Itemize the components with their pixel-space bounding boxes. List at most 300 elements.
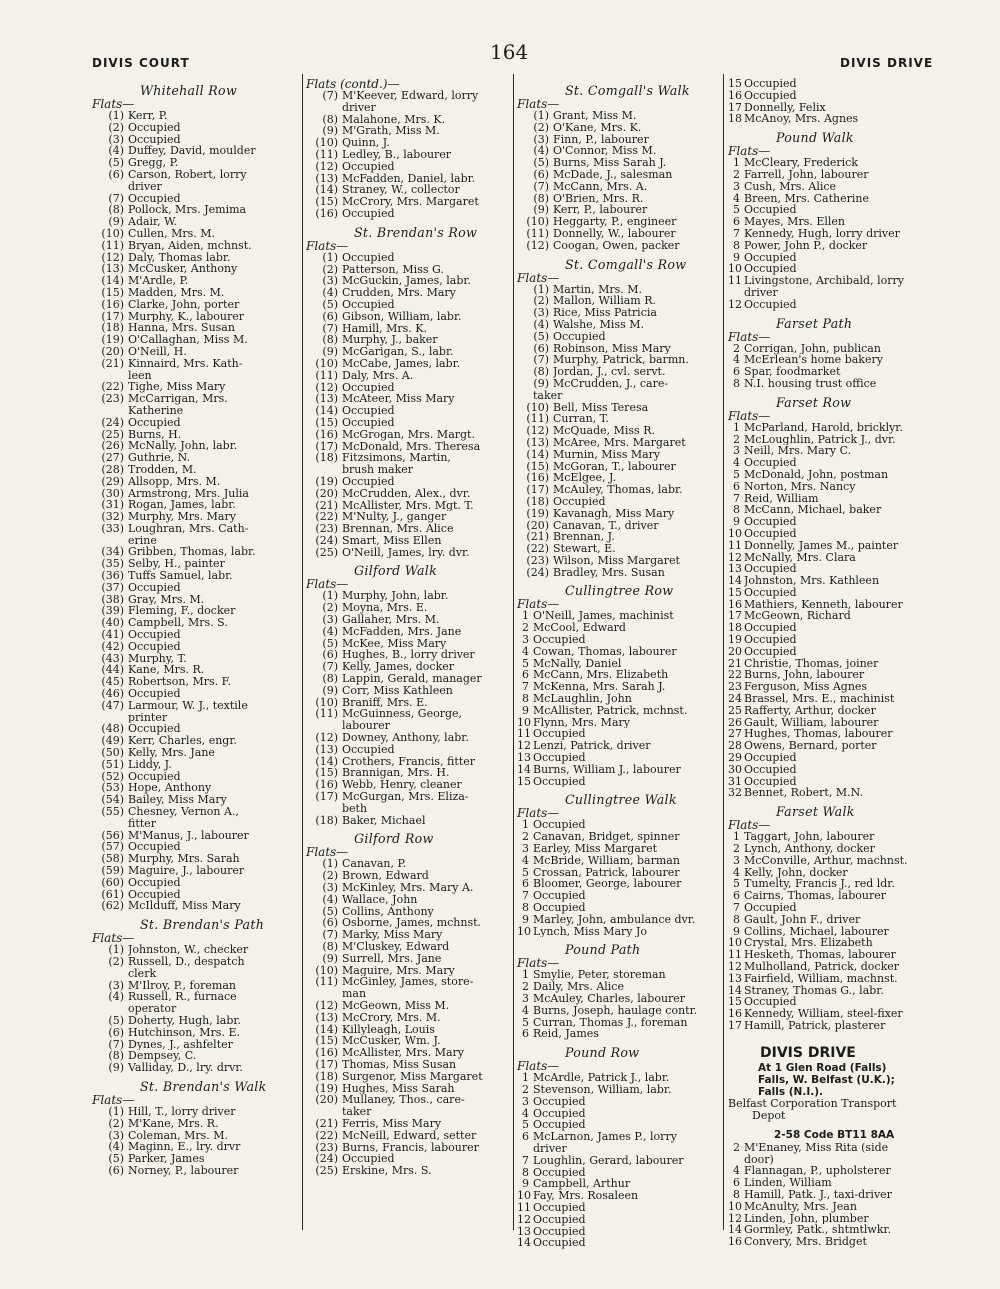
entry-text: Rogan, James, labr. (128, 499, 236, 512)
directory-entry (306, 941, 514, 953)
directory-entry (728, 540, 948, 552)
entry-number: (5) (533, 157, 549, 169)
entry-text: Occupied (744, 251, 797, 264)
entry-text: McCabe, James, labr. (342, 357, 461, 370)
entry-text: Surgenor, Miss Margaret (342, 1070, 483, 1083)
entry-number: (17) (101, 310, 124, 323)
entry-number: 8 (733, 504, 740, 517)
entry-text: Bradley, Mrs. Susan (553, 566, 665, 579)
directory-entry (306, 767, 514, 779)
entry-text: Occupied (342, 416, 395, 429)
directory-entry (517, 740, 724, 752)
entry-number: (3) (322, 614, 338, 626)
entry-text: Finn, P., labourer (553, 133, 649, 146)
flats-subheading: Flats— (92, 97, 135, 111)
directory-entry (92, 605, 300, 617)
entry-number: 6 (733, 366, 740, 378)
directory-entry (517, 354, 724, 366)
entry-number: (16) (101, 298, 124, 311)
entry-text: M'Ilroy, P., foreman (128, 979, 236, 992)
entry-text: Tumelty, Francis J., red ldr. (744, 878, 895, 891)
entry-text: Malahone, Mrs. K. (342, 113, 446, 126)
entry-number: (24) (101, 416, 124, 429)
entry-text: Occupied (744, 263, 797, 276)
entry-text: Burns, William J., labourer (533, 763, 681, 776)
entry-text: Hamill, Mrs. K. (342, 322, 428, 335)
directory-entry (306, 1059, 514, 1071)
entry-number: (52) (101, 770, 124, 783)
entry-text: Occupied (744, 563, 797, 576)
entry-number: (16) (526, 472, 549, 485)
directory-entry (92, 900, 300, 912)
entry-number: 23 (728, 681, 742, 694)
entry-number: (15) (315, 767, 338, 780)
entry-number: 24 (728, 693, 742, 705)
entry-number: (6) (108, 168, 124, 181)
entry-number: (27) (101, 452, 124, 464)
entry-text: M'Keever, Edward, lorry (342, 90, 479, 102)
entry-number: (32) (101, 511, 124, 523)
entry-text: operator (128, 1003, 177, 1015)
directory-entry (517, 1143, 724, 1155)
flats-subheading: Flats (contd.)— (306, 77, 400, 91)
entry-text: Katherine (128, 404, 184, 417)
directory-entry (517, 543, 724, 555)
entry-text: Occupied (744, 586, 797, 599)
directory-entry (517, 413, 724, 425)
directory-section (728, 805, 948, 1032)
entry-text: Rice, Miss Patricia (553, 307, 657, 319)
entry-number: (5) (108, 157, 124, 169)
directory-entry (92, 582, 300, 594)
entry-text: Gormley, Patk., shtmtlwkr. (744, 1224, 892, 1237)
entry-text: McAnoy, Mrs. Agnes (744, 113, 859, 126)
entry-number: (9) (533, 204, 549, 217)
entry-text: Moyna, Mrs. E. (342, 602, 428, 615)
entry-number: (5) (108, 1014, 124, 1027)
directory-entry (728, 1236, 948, 1248)
entry-text: Wallace, John (342, 893, 418, 906)
flats-subheading: Flats— (306, 238, 349, 253)
entry-text: Murphy, Mrs. Mary (128, 511, 236, 523)
directory-entry (92, 794, 300, 806)
directory-entry (306, 590, 514, 602)
section-title: Cullingtree Walk (565, 792, 677, 808)
entry-number: 5 (522, 866, 529, 879)
directory-section (306, 832, 514, 1177)
entry-text: Occupied (342, 381, 395, 394)
entry-text: Hughes, Thomas, labourer (744, 728, 893, 741)
directory-entry (517, 1072, 724, 1084)
entry-number (306, 803, 342, 815)
entry-text: Occupied (744, 645, 797, 658)
directory-entry (92, 558, 300, 570)
directory-entry (306, 953, 514, 965)
entry-number: 6 (522, 669, 529, 682)
entry-number: (14) (526, 448, 549, 461)
entry-number: 7 (733, 902, 740, 914)
directory-entry (728, 493, 948, 505)
entry-number: (14) (315, 405, 338, 417)
directory-section (517, 258, 724, 579)
entry-number: 17 (728, 610, 742, 623)
entry-number: (16) (315, 779, 338, 792)
entry-text: Larmour, W. J., textile (128, 699, 248, 712)
directory-entry (728, 1142, 948, 1154)
entry-text: Gribben, Thomas, labr. (128, 546, 256, 559)
entry-number: 10 (728, 527, 742, 540)
entry-text: Braniff, Mrs. E. (342, 696, 428, 709)
directory-entry (517, 1190, 724, 1202)
entry-number: (13) (315, 743, 338, 756)
entry-number: 15 (728, 586, 742, 599)
entry-text: McElgee, J. (553, 472, 617, 485)
entry-number: (3) (108, 133, 124, 146)
directory-entry (306, 114, 514, 126)
entry-number: 11 (728, 949, 742, 961)
entry-text: Madden, Mrs. M. (128, 286, 225, 299)
entry-text: Neill, Mrs. Mary C. (744, 445, 852, 458)
entry-number: (10) (315, 696, 338, 709)
entry-number: 5 (522, 1016, 529, 1029)
entry-text: McGarigan, S., labr. (342, 346, 454, 358)
entry-text: Adair, W. (128, 216, 177, 228)
directory-entry (306, 779, 514, 791)
entry-text: Kelly, James, docker (342, 661, 455, 674)
entry-text: Corr, Miss Kathleen (342, 684, 453, 697)
entry-number: 6 (733, 890, 740, 903)
entry-text: Occupied (744, 78, 797, 90)
entry-number: (6) (322, 649, 338, 662)
directory-entry (92, 889, 300, 901)
entry-text: Occupied (533, 1095, 586, 1108)
entry-text: Grant, Miss M. (553, 110, 637, 122)
entry-text: McGoran, T., labourer (553, 460, 676, 473)
entry-text: Hanna, Mrs. Susan (128, 322, 235, 335)
entry-text: McArdle, Patrick J., labr. (533, 1072, 670, 1084)
directory-entry (92, 299, 300, 311)
entry-number: (21) (315, 499, 338, 512)
entry-number: (4) (322, 287, 338, 299)
entry-text: Occupied (128, 723, 181, 736)
entry-text: McAllister, Mrs. Mgt. T. (342, 499, 474, 512)
entry-number: (10) (315, 964, 338, 977)
entry-text: Collins, Anthony (342, 905, 434, 918)
entry-number: (50) (101, 747, 124, 759)
entry-text: Curran, T. (553, 413, 609, 426)
entry-number: 30 (728, 763, 742, 776)
directory-entry (728, 728, 948, 740)
entry-text: Murphy, T. (128, 652, 187, 665)
directory-entry (517, 461, 724, 473)
entry-number: 10 (517, 925, 531, 938)
entry-text: Burns, H. (128, 428, 182, 441)
entry-number: 20 (728, 645, 742, 658)
postcode-line: 2-58 Code BT11 8AA (774, 1128, 895, 1141)
entry-number: 7 (522, 681, 529, 694)
entry-text: Occupied (342, 207, 395, 220)
directory-entry (92, 488, 300, 500)
directory-section (92, 918, 300, 1074)
directory-entry (306, 976, 514, 988)
entry-number: (2) (322, 263, 338, 276)
entry-text: Occupied (533, 1237, 586, 1250)
directory-entry (306, 323, 514, 335)
directory-entry (92, 617, 300, 629)
entry-text: McLoughlin, Patrick J., dvr. (744, 433, 896, 446)
section-title: Farset Row (776, 394, 852, 410)
entry-text: Pollock, Mrs. Jemima (128, 204, 247, 217)
entry-text: Occupied (128, 581, 181, 594)
directory-entry (92, 181, 300, 193)
directory-entry (728, 481, 948, 493)
entry-number: (19) (101, 334, 124, 346)
directory-entry (306, 523, 514, 535)
entry-number: (44) (101, 664, 124, 677)
directory-entry (728, 563, 948, 575)
directory-entry (92, 1153, 300, 1165)
directory-entry (306, 161, 514, 173)
directory-entry (517, 343, 724, 355)
directory-entry (728, 102, 948, 114)
entry-number: (18) (315, 814, 338, 827)
entry-number: 12 (728, 298, 742, 311)
entry-number: (35) (101, 558, 124, 571)
entry-number: (13) (101, 263, 124, 276)
entry-number: 14 (517, 1237, 531, 1250)
directory-entry (92, 134, 300, 146)
entry-number: 4 (733, 866, 740, 879)
entry-text: McGuinness, George, (342, 708, 463, 721)
entry-number: 14 (728, 984, 742, 997)
entry-number: (4) (322, 893, 338, 906)
entry-number: (57) (101, 841, 124, 854)
entry-text: Kerr, P. (128, 110, 168, 122)
entry-number: (62) (101, 900, 124, 913)
entry-text: man (342, 988, 367, 1000)
entry-text: Mulholland, Patrick, docker (744, 961, 900, 973)
entry-number: 12 (728, 551, 742, 564)
directory-entry (517, 622, 724, 634)
directory-entry (517, 914, 724, 926)
directory-section (306, 564, 514, 826)
directory-entry (306, 965, 514, 977)
entry-number: 1 (522, 969, 529, 982)
entry-number: (1) (533, 283, 549, 296)
directory-entry (517, 764, 724, 776)
depot-line: Depot (752, 1108, 786, 1122)
entry-text: Brennan, J. (553, 531, 615, 544)
entry-number: 17 (728, 101, 742, 114)
directory-entry (92, 818, 300, 830)
entry-text: Occupied (342, 405, 395, 417)
entry-number: (36) (101, 570, 124, 582)
entry-number: (6) (108, 1026, 124, 1039)
entry-number: (11) (315, 976, 338, 989)
entry-text: M'Kane, Mrs. R. (128, 1117, 219, 1130)
directory-entry (92, 653, 300, 665)
entry-number: (20) (101, 345, 124, 358)
entry-text: Hutchinson, Mrs. E. (128, 1026, 240, 1039)
entry-text: McCrory, Mrs. M. (342, 1011, 441, 1024)
entry-number: (15) (526, 460, 549, 473)
directory-entry (517, 145, 724, 157)
entry-number (92, 1003, 128, 1015)
entry-number: (26) (101, 440, 124, 453)
entry-number: (5) (108, 1153, 124, 1165)
directory-entry (517, 1167, 724, 1179)
entry-number: (4) (533, 318, 549, 331)
directory-entry (517, 567, 724, 579)
entry-text: McBride, William, barman (533, 854, 680, 867)
directory-entry (728, 216, 948, 228)
directory-entry (517, 969, 724, 981)
entry-number: (11) (315, 148, 338, 161)
entry-number: (21) (526, 531, 549, 544)
running-header-left: DIVIS COURT (92, 56, 190, 70)
entry-text: Occupied (553, 330, 606, 343)
entry-number: 1 (733, 421, 740, 434)
entry-text: McCusker, Anthony (128, 263, 238, 276)
entry-text: O'Brien, Mrs. R. (553, 192, 644, 205)
directory-entry (517, 1237, 724, 1249)
entry-text: Hughes, B., lorry driver (342, 649, 475, 662)
entry-number: (6) (533, 342, 549, 355)
directory-entry (306, 173, 514, 185)
entry-text: Brassel, Mrs. E., machinist (744, 693, 895, 705)
entry-text: Murphy, Patrick, barmn. (553, 354, 689, 367)
entry-number: (20) (315, 487, 338, 500)
entry-number: (10) (101, 227, 124, 240)
directory-entry (306, 614, 514, 626)
directory-entry (728, 926, 948, 938)
entry-text: McAteer, Miss Mary (342, 393, 455, 406)
section-title: St. Comgall's Row (565, 256, 687, 272)
entry-number: 13 (517, 1225, 531, 1238)
flats-subheading: Flats— (517, 597, 560, 612)
entry-text: Occupied (744, 204, 797, 217)
entry-number: (15) (101, 286, 124, 299)
directory-entry (92, 1062, 300, 1074)
directory-entry (92, 1050, 300, 1062)
entry-number: (17) (315, 440, 338, 453)
directory-entry (728, 1201, 948, 1213)
entry-number: (17) (526, 484, 549, 496)
entry-text: Occupied (744, 634, 797, 646)
directory-entry (92, 523, 300, 535)
directory-entry (306, 602, 514, 614)
entry-number: (25) (101, 428, 124, 441)
directory-entry (517, 484, 724, 496)
entry-number: 2 (733, 843, 740, 855)
directory-entry (728, 354, 948, 366)
flats-subheading: Flats— (517, 97, 560, 111)
directory-entry (517, 867, 724, 879)
directory-entry (728, 1165, 948, 1177)
directory-entry (306, 476, 514, 488)
entry-text: Occupied (342, 743, 395, 756)
entry-number: 2 (733, 168, 740, 181)
entry-text: Occupied (128, 192, 181, 205)
entry-text: Surrell, Mrs. Jane (342, 952, 442, 965)
entry-text: Chesney, Vernon A., (128, 806, 239, 818)
entry-text: McAree, Mrs. Margaret (553, 436, 686, 449)
flats-subheading: Flats— (728, 408, 771, 423)
entry-number: (10) (315, 137, 338, 149)
flats-subheading: Flats— (306, 577, 349, 592)
directory-entry (92, 1003, 300, 1015)
directory-entry (92, 145, 300, 157)
entry-number: (1) (108, 110, 124, 122)
entry-number: (9) (322, 346, 338, 358)
directory-entry (728, 1189, 948, 1201)
entry-number: (4) (322, 625, 338, 638)
entry-text: Maguire, J., labourer (128, 865, 245, 877)
section-title: St. Brendan's Row (354, 224, 478, 240)
entry-number: (24) (315, 534, 338, 547)
entry-number: 13 (728, 972, 742, 985)
directory-entry (517, 610, 724, 622)
directory-section (92, 84, 300, 912)
entry-number: 8 (522, 693, 529, 705)
entry-number: (7) (322, 90, 338, 102)
entry-text: McCann, Mrs. A. (553, 180, 648, 193)
entry-text: M'Ardle, P. (128, 275, 189, 287)
entry-number: (22) (101, 381, 124, 394)
directory-entry (92, 841, 300, 853)
directory-entry (306, 697, 514, 709)
entry-number: (9) (322, 952, 338, 965)
directory-section (728, 131, 948, 310)
entry-text: beth (342, 802, 368, 815)
entry-number: (15) (315, 196, 338, 208)
directory-entry (306, 137, 514, 149)
entry-number: (18) (315, 452, 338, 465)
flats-subheading: Flats— (728, 818, 771, 833)
entry-number: (7) (533, 180, 549, 193)
entry-number (728, 287, 744, 299)
directory-entry (517, 1084, 724, 1096)
entry-text: McDonald, John, postman (744, 468, 889, 481)
entry-text: McLaughlin, John (533, 693, 632, 705)
entry-number: 15 (728, 996, 742, 1009)
directory-entry (517, 693, 724, 705)
entry-text: Crothers, Francis, fitter (342, 755, 476, 768)
entry-text: Occupied (744, 516, 797, 528)
entry-number: 9 (733, 516, 740, 528)
entry-number: (22) (315, 511, 338, 524)
entry-text: Occupied (342, 160, 395, 173)
directory-entry (92, 169, 300, 181)
entry-number: (4) (108, 145, 124, 158)
directory-entry (306, 638, 514, 650)
entry-number: (23) (315, 1141, 338, 1154)
entry-text: M'Cluskey, Edward (342, 941, 450, 953)
entry-text: Spar, foodmarket (744, 366, 841, 378)
entry-number: (10) (315, 357, 338, 370)
entry-text: McKenna, Mrs. Sarah J. (533, 681, 666, 694)
entry-text: Erskine, Mrs. S. (342, 1165, 432, 1177)
directory-entry (306, 346, 514, 358)
directory-entry (306, 1071, 514, 1083)
street-location: At 1 Glen Road (Falls) (758, 1061, 887, 1074)
directory-section (728, 396, 948, 800)
entry-number: (9) (322, 684, 338, 697)
entry-number: (10) (526, 216, 549, 228)
entry-text: Brown, Edward (342, 870, 429, 883)
entry-text: Johnston, W., checker (128, 944, 249, 956)
entry-text: Kennedy, William, steel-fixer (744, 1008, 903, 1020)
